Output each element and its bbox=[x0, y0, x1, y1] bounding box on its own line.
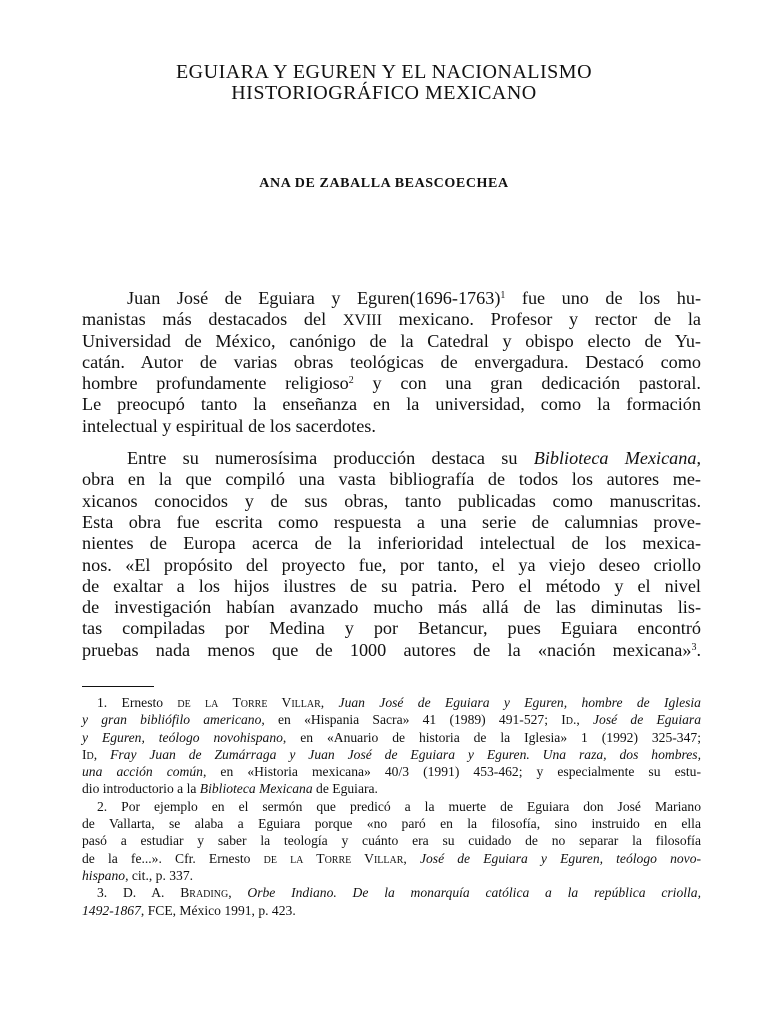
footnote-line: 2. Por ejemplo en el sermón que predicó a la muerte de Eguiara don José Mariano bbox=[97, 798, 701, 814]
text-line: de exaltar a los hijos ilustres de su patria. Pero el método y el nivel bbox=[82, 575, 701, 596]
text-line: xicanos conocidos y de sus obras, tanto publicadas como manuscritas. bbox=[82, 490, 701, 511]
footnote-line: Id, Fray Juan de Zumárraga y Juan José de Eguiara y Eguren. Una raza, dos hombres, bbox=[82, 746, 701, 762]
text-line: pruebas nada menos que de 1000 autores de la «nación mexicana»$^3$. bbox=[82, 639, 701, 660]
footnote-line: y gran bibliófilo americano, en «Hispania Sacra» 41 (1989) 491-527; Id., José de Eguiara bbox=[82, 712, 702, 728]
text-line: obra en la que compiló una vasta bibliografía de todos los autores me- bbox=[82, 469, 701, 490]
footnote-line: dio introductorio a la Biblioteca Mexicana de Eguiara. bbox=[82, 781, 378, 797]
footnote-line: y Eguren, teólogo novohispano, en «Anuario de historia de la Iglesia» 1 (1992) 325-347; bbox=[82, 729, 701, 745]
footnote-line: de Vallarta, se alaba a Eguiara porque «no paró en la filosofía, sino instruido en ella bbox=[82, 816, 701, 832]
footnote-ref-1[interactable]: 1 bbox=[500, 290, 506, 301]
footnote-line: 1492-1867, FCE, México 1991, p. 423. bbox=[82, 902, 296, 918]
text-line: tas compiladas por Medina y por Betancur, pues Eguiara encontró bbox=[82, 618, 701, 639]
footnote-line: pasó a estudiar y saber la teología y cuánto era su cuidado de no separar la filosofía bbox=[82, 833, 701, 849]
text-line: Esta obra fue escrita como respuesta a una serie de calumnias prove- bbox=[82, 511, 701, 532]
footnote-line: de la fe...». Cfr. Ernesto de la Torre Villar, José de Eguiara y Eguren, teólogo novo- bbox=[82, 850, 702, 866]
body-text bbox=[82, 288, 701, 672]
paragraph-1 bbox=[82, 288, 701, 437]
footnote-3 bbox=[82, 884, 701, 919]
text-line: catán. Autor de varias obras teológicas de envergadura. Destacó como bbox=[82, 351, 701, 372]
footnote-line: una acción común, en «Historia mexicana» 40/3 (1991) 453-462; y especialmente su estu- bbox=[82, 764, 701, 780]
footnotes bbox=[82, 694, 701, 919]
footnote-line: 1. Ernesto de la Torre Villar, Juan José de Eguiara y Eguren, hombre de Iglesia bbox=[97, 695, 701, 710]
text-line: Universidad de México, canónigo de la Catedral y obispo electo de Yu- bbox=[82, 330, 701, 351]
footnote-ref-3[interactable]: 3 bbox=[691, 641, 697, 653]
footnote-line: 3. D. A. Brading, Orbe Indiano. De la monarquía católica a la república criolla, bbox=[97, 885, 701, 901]
title-line-1: EGUIARA Y EGUREN Y EL NACIONALISMO bbox=[175, 61, 593, 83]
text-line: nos. «El propósito del proyecto fue, por tanto, el ya viejo deseo criollo bbox=[82, 554, 701, 575]
footnote-1 bbox=[82, 694, 701, 798]
footnote-ref-2[interactable]: 2 bbox=[348, 375, 354, 387]
text-line: nientes de Europa acerca de la inferioridad intelectual de los mexica- bbox=[82, 533, 701, 554]
footnote-2 bbox=[82, 798, 701, 884]
text-line: Entre su numerosísima producción destaca su Biblioteca Mexicana, bbox=[127, 448, 702, 469]
text-line: de investigación habían avanzado mucho más allá de las diminutas lis- bbox=[82, 597, 701, 618]
text-line: Juan José de Eguiara y Eguren(1696-1763)$^1$ fue uno de los hu- bbox=[127, 288, 701, 308]
paragraph-2 bbox=[82, 448, 701, 661]
article-title bbox=[100, 62, 668, 104]
text-line: hombre profundamente religioso$^2$ y con una gran dedicación pastoral. bbox=[82, 373, 701, 394]
footnote-line: hispano, cit., p. 337. bbox=[82, 867, 194, 883]
author-name: ANA DE ZABALLA BEASCOECHEA bbox=[259, 176, 509, 191]
text-line: manistas más destacados del XVIII mexicano. Profesor y rector de la bbox=[82, 309, 701, 330]
title-line-2: HISTORIOGRÁFICO MEXICANO bbox=[231, 82, 537, 104]
text-line: intelectual y espiritual de los sacerdotes. bbox=[82, 415, 376, 436]
text-line: Le preocupó tanto la enseñanza en la universidad, como la formación bbox=[82, 394, 701, 415]
footnote-divider bbox=[82, 686, 154, 687]
